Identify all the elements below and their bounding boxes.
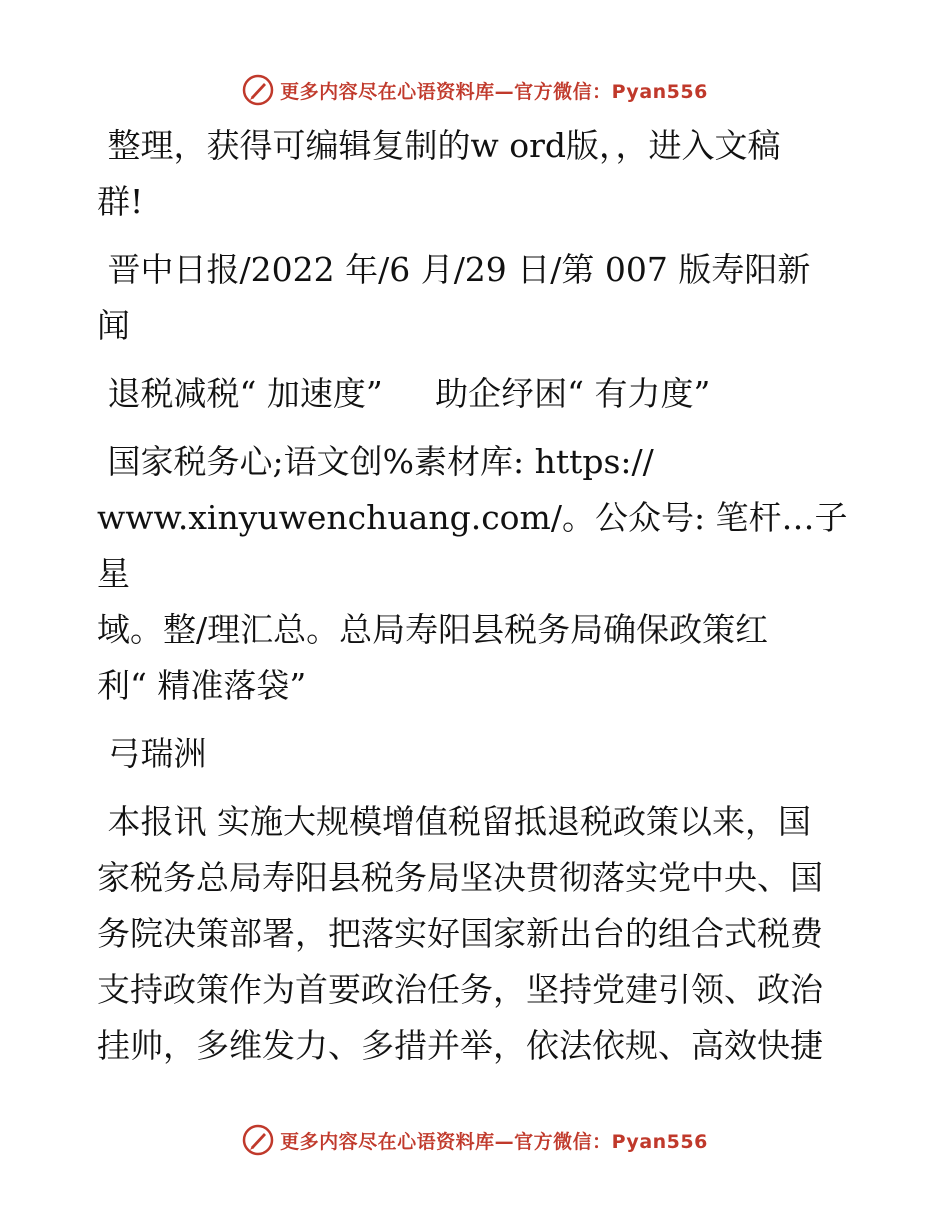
text-line: 弓瑞洲 xyxy=(97,734,207,773)
text-line: 利“ 精准落袋” xyxy=(97,666,307,705)
text-line: 挂帅，多维发力、多措并举，依法依规、高效快捷 xyxy=(97,1026,823,1065)
text-line: 国家税务心;语文创%素材库: https:// xyxy=(97,442,654,481)
text-line: 本报讯 实施大规模增值税留抵退税政策以来，国 xyxy=(97,802,811,841)
paragraph xyxy=(97,434,857,714)
document-body xyxy=(97,118,857,1074)
headline xyxy=(97,366,857,422)
paragraph xyxy=(97,794,857,1074)
text-line: 闻 xyxy=(97,306,130,345)
text-line: 支持政策作为首要政治任务，坚持党建引领、政治 xyxy=(97,970,823,1009)
quill-logo-icon xyxy=(242,1124,274,1156)
footer-banner xyxy=(0,1120,950,1160)
author-line xyxy=(97,726,857,782)
text-line: 务院决策部署，把落实好国家新出台的组合式税费 xyxy=(97,914,823,953)
text-line: www.xinyuwenchuang.com/。公众号: 笔杆…子星 xyxy=(97,498,848,593)
text-line: 整理，获得可编辑复制的w ord版，，进入文稿 xyxy=(97,126,781,165)
paragraph xyxy=(97,242,857,354)
text-line: 群! xyxy=(97,182,144,221)
text-line: 家税务总局寿阳县税务局坚决贯彻落实党中央、国 xyxy=(97,858,823,897)
quill-logo-icon xyxy=(242,74,274,106)
text-line: 域。整/理汇总。总局寿阳县税务局确保政策红 xyxy=(97,610,769,649)
text-line: 退税减税“ 加速度” 助企纾困“ 有力度” xyxy=(97,374,711,413)
paragraph xyxy=(97,118,857,230)
text-line: 晋中日报/2022 年/6 月/29 日/第 007 版寿阳新 xyxy=(97,250,811,289)
banner-text: 更多内容尽在心语资料库—官方微信：Pyan556 xyxy=(280,1130,708,1153)
header-banner xyxy=(0,70,950,110)
banner-text: 更多内容尽在心语资料库—官方微信：Pyan556 xyxy=(280,80,708,103)
